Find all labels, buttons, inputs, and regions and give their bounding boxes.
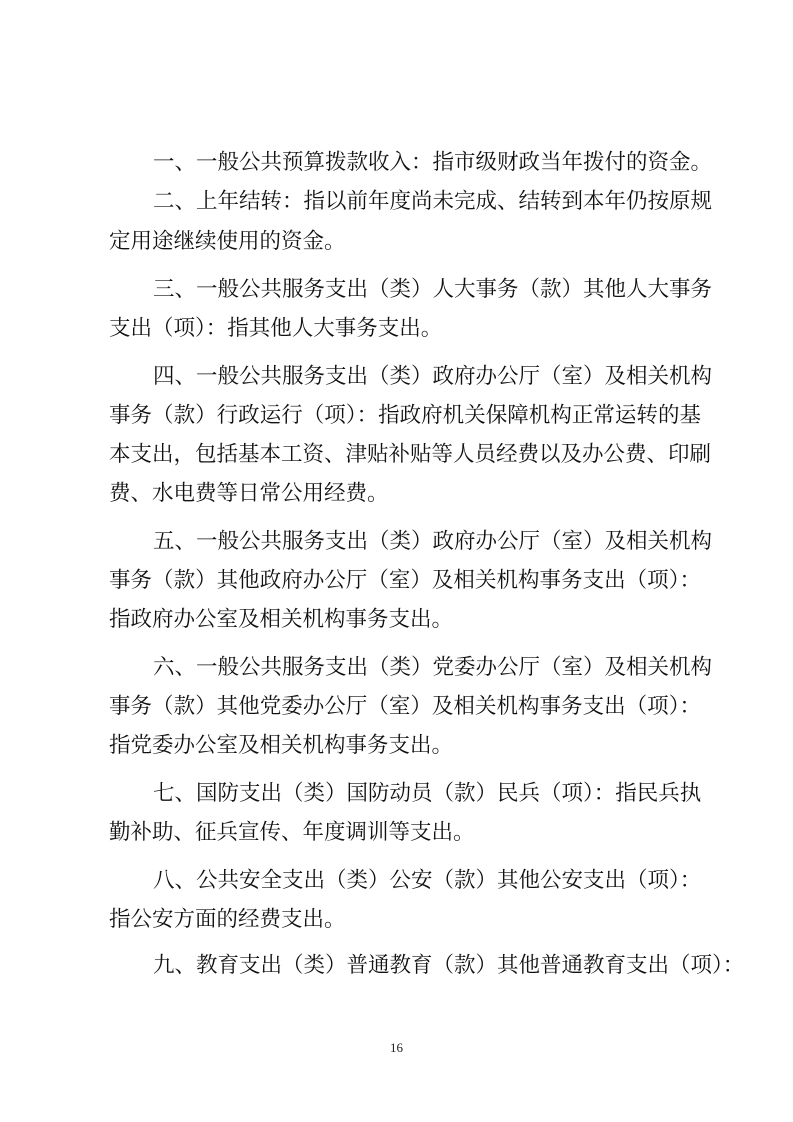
- paragraph-6-line-2: 事务（款）其他党委办公厅（室）及相关机构事务支出（项）：: [109, 694, 701, 719]
- paragraph-5-line-1: 五、一般公共服务支出（类）政府办公厅（室）及相关机构: [153, 529, 713, 554]
- paragraph-6-line-3: 指党委办公室及相关机构事务支出。: [109, 733, 454, 758]
- paragraph-2-line-1: 二、上年结转：指以前年度尚未完成、结转到本年仍按原规: [153, 189, 713, 214]
- paragraph-5-line-3: 指政府办公室及相关机构事务支出。: [109, 607, 454, 632]
- paragraph-4-line-4: 费、水电费等日常公用经费。: [109, 481, 389, 506]
- paragraph-9-line-1: 九、教育支出（类）普通教育（款）其他普通教育支出（项）：: [153, 953, 745, 978]
- page-number: 16: [390, 1040, 403, 1055]
- paragraph-4-line-2: 事务（款）行政运行（项）：指政府机关保障机构正常运转的基: [109, 403, 701, 428]
- paragraph-3-line-2: 支出（项）：指其他人大事务支出。: [109, 316, 443, 341]
- paragraph-1-line-1: 一、一般公共预算拨款收入：指市级财政当年拨付的资金。: [153, 150, 713, 175]
- paragraph-6-line-1: 六、一般公共服务支出（类）党委办公厅（室）及相关机构: [153, 655, 713, 680]
- paragraph-8-line-1: 八、公共安全支出（类）公安（款）其他公安支出（项）：: [153, 868, 702, 893]
- paragraph-2-line-2: 定用途继续使用的资金。: [109, 229, 346, 254]
- paragraph-3-line-1: 三、一般公共服务支出（类）人大事务（款）其他人大事务: [153, 277, 713, 302]
- paragraph-4-line-3: 本支出，包括基本工资、津贴补贴等人员经费以及办公费、印刷: [109, 442, 712, 467]
- paragraph-7-line-2: 勤补助、征兵宣传、年度调训等支出。: [109, 820, 475, 845]
- paragraph-8-line-2: 指公安方面的经费支出。: [109, 907, 346, 932]
- paragraph-4-line-1: 四、一般公共服务支出（类）政府办公厅（室）及相关机构: [153, 364, 713, 389]
- paragraph-5-line-2: 事务（款）其他政府办公厅（室）及相关机构事务支出（项）：: [109, 568, 701, 593]
- paragraph-7-line-1: 七、国防支出（类）国防动员（款）民兵（项）：指民兵执: [153, 781, 702, 806]
